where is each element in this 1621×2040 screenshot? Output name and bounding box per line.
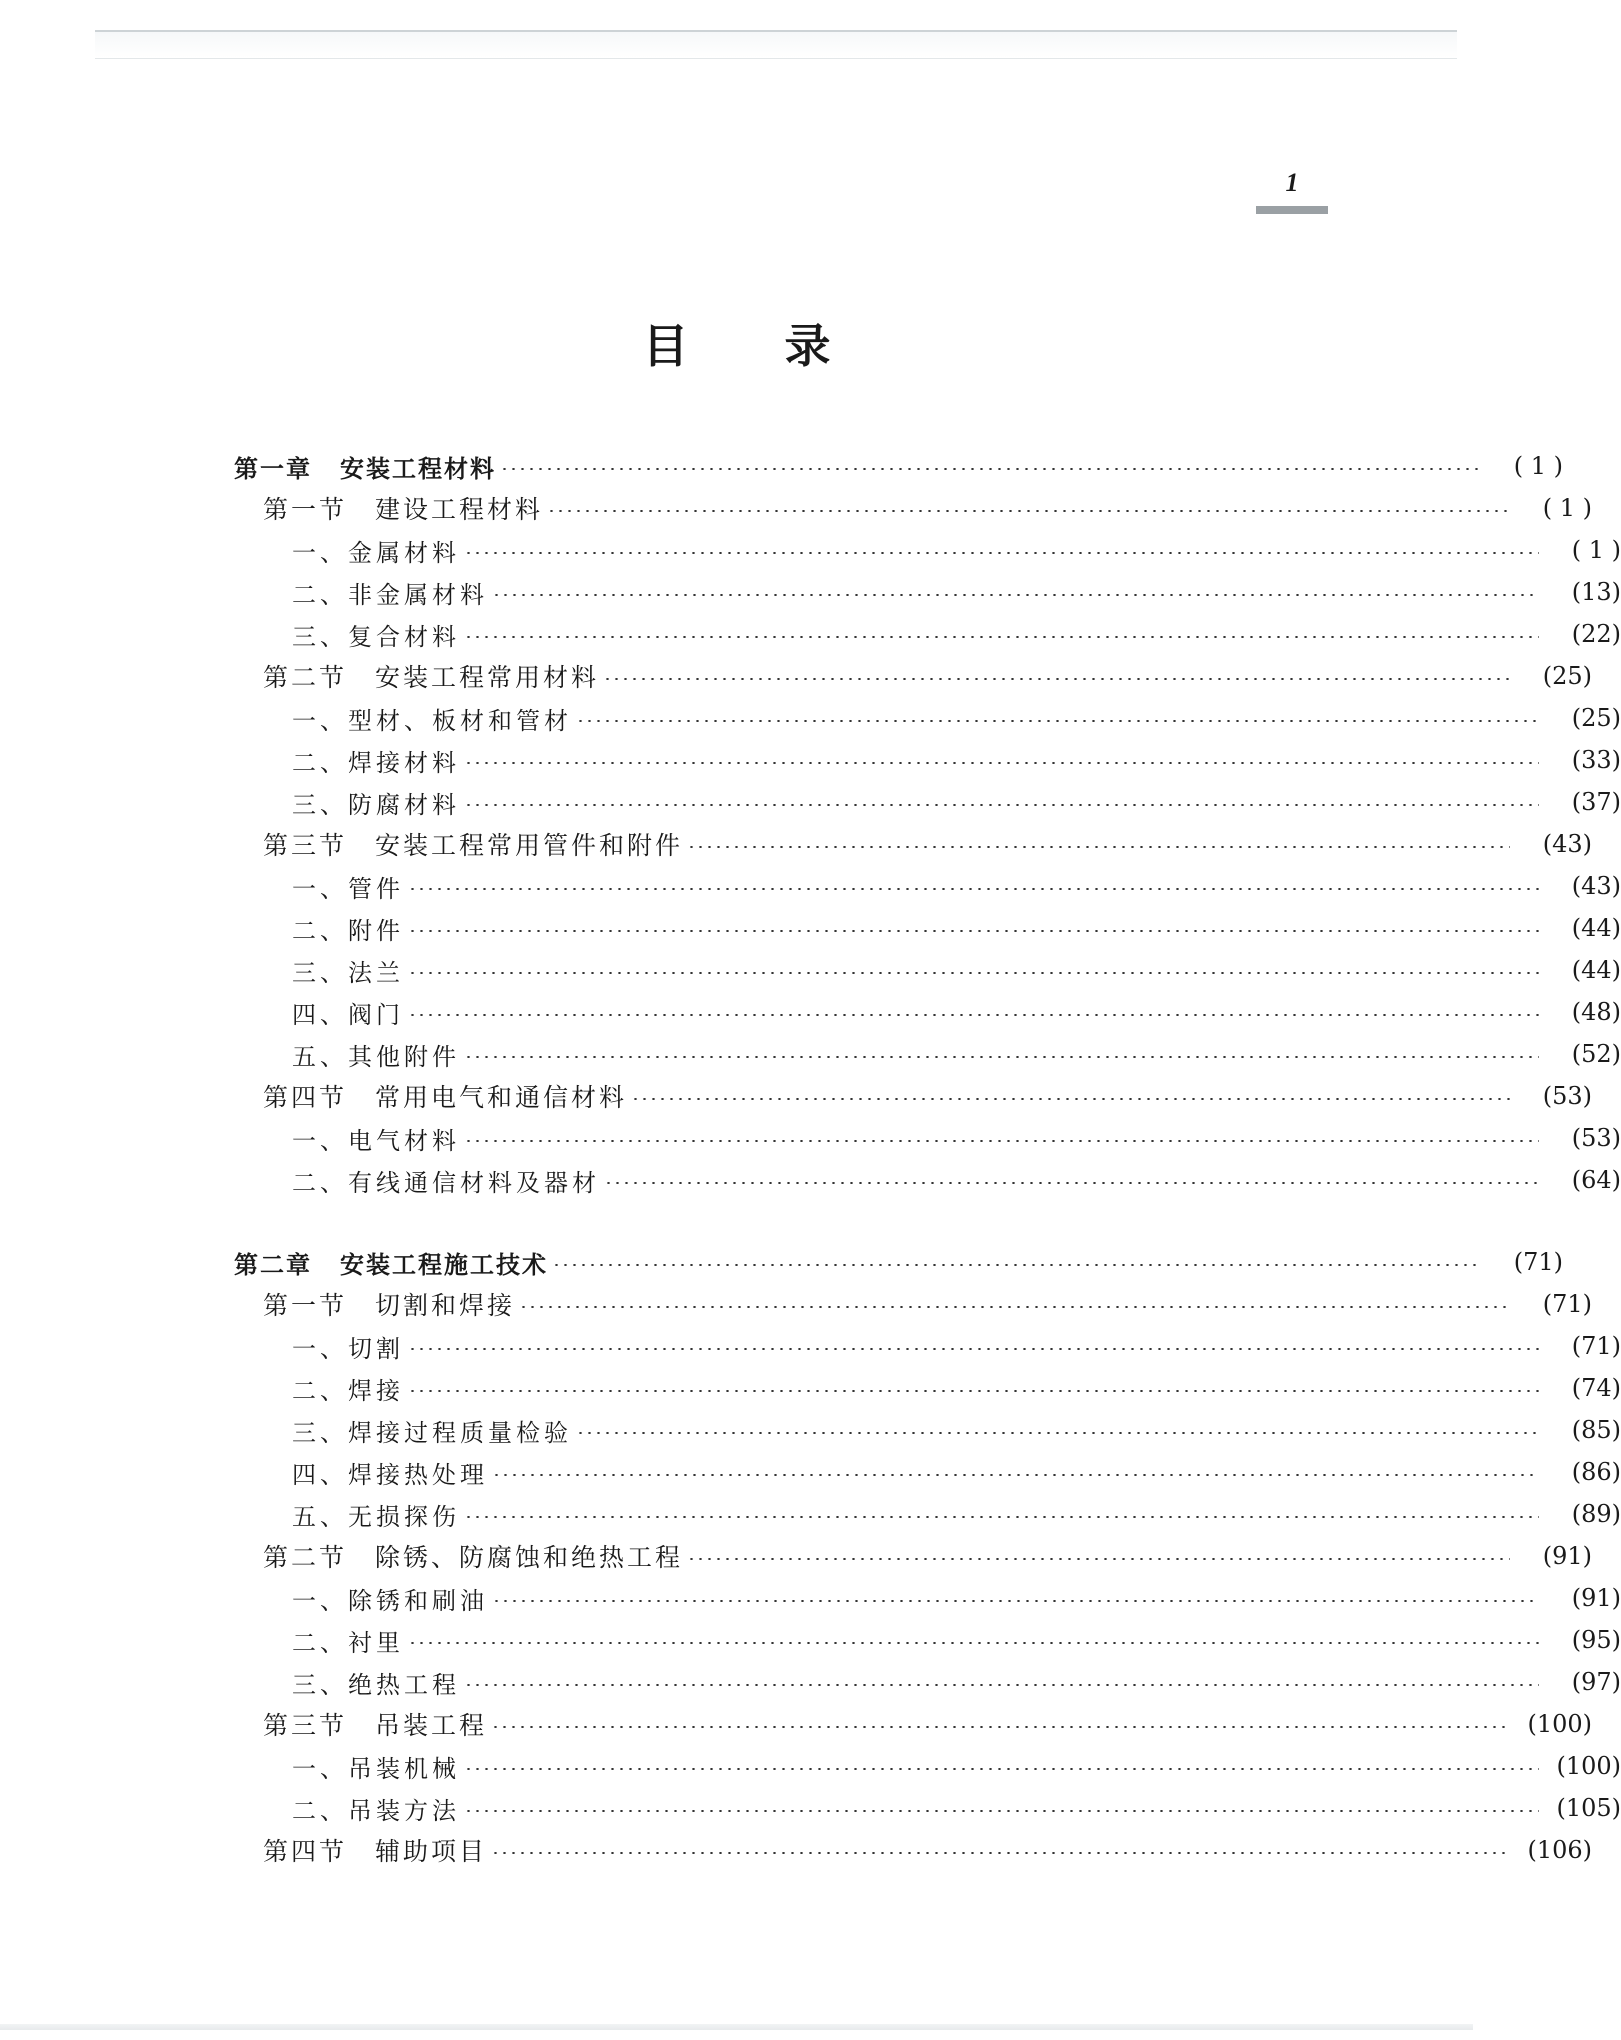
toc-page-number: (100) bbox=[1556, 1752, 1621, 1780]
toc-page-number: (53) bbox=[1571, 1124, 1621, 1152]
toc-entry-label bbox=[263, 490, 543, 526]
toc-entry-title: 安装工程施工技术 bbox=[340, 1250, 548, 1279]
toc-section-row[interactable] bbox=[0, 1536, 1592, 1576]
toc-item-row[interactable] bbox=[0, 1494, 1621, 1534]
toc-leader-dots bbox=[408, 1348, 1539, 1350]
toc-entry-label bbox=[292, 995, 404, 1030]
toc-page-number: (13) bbox=[1571, 578, 1621, 606]
toc-entry-label bbox=[292, 1371, 404, 1406]
toc-item-row[interactable] bbox=[0, 740, 1621, 780]
toc-page-number: (33) bbox=[1571, 746, 1621, 774]
toc-leader-dots bbox=[687, 846, 1510, 848]
toc-page-number: (91) bbox=[1571, 1584, 1621, 1612]
toc-entry-title: 三、法兰 bbox=[292, 958, 404, 987]
toc-section-row[interactable] bbox=[0, 1076, 1592, 1116]
toc-entry-label bbox=[292, 1623, 404, 1658]
toc-entry-title: 二、衬里 bbox=[292, 1628, 404, 1657]
toc-item-row[interactable] bbox=[0, 614, 1621, 654]
toc-leader-dots bbox=[492, 1600, 1539, 1602]
toc-entry-prefix: 第三节 bbox=[263, 831, 348, 860]
toc-item-row[interactable] bbox=[0, 908, 1621, 948]
toc-item-row[interactable] bbox=[0, 1368, 1621, 1408]
toc-leader-dots bbox=[687, 1558, 1510, 1560]
toc-entry-label bbox=[234, 1245, 548, 1280]
toc-leader-dots bbox=[464, 1684, 1539, 1686]
toc-leader-dots bbox=[603, 678, 1510, 680]
toc-entry-label bbox=[292, 869, 404, 904]
toc-leader-dots bbox=[576, 720, 1539, 722]
toc-item-row[interactable] bbox=[0, 1788, 1621, 1828]
toc-item-row[interactable] bbox=[0, 1746, 1621, 1786]
toc-section-row[interactable] bbox=[0, 488, 1592, 528]
toc-leader-dots bbox=[408, 1014, 1539, 1016]
toc-entry-label bbox=[292, 953, 404, 988]
toc-entry-title: 四、焊接热处理 bbox=[292, 1460, 488, 1489]
page-number: 1 bbox=[1285, 168, 1299, 197]
toc-page-number: (25) bbox=[1571, 704, 1621, 732]
toc-entry-label bbox=[292, 1791, 460, 1826]
toc-page-number: ( 1 ) bbox=[1542, 494, 1592, 522]
toc-leader-dots bbox=[464, 1140, 1539, 1142]
toc-leader-dots bbox=[631, 1098, 1510, 1100]
toc-entry-title: 五、其他附件 bbox=[292, 1042, 460, 1071]
toc-entry-title: 二、附件 bbox=[292, 916, 404, 945]
toc-entry-label bbox=[292, 1121, 460, 1156]
toc-entry-label bbox=[292, 1413, 572, 1448]
toc-page-number: (25) bbox=[1542, 662, 1592, 690]
toc-entry-title: 辅助项目 bbox=[375, 1837, 488, 1866]
toc-section-row[interactable] bbox=[0, 824, 1592, 864]
toc-entry-title: 四、阀门 bbox=[292, 1000, 404, 1029]
toc-entry-prefix: 第二节 bbox=[263, 663, 348, 692]
toc-item-row[interactable] bbox=[0, 950, 1621, 990]
toc-entry-label bbox=[292, 1665, 460, 1700]
toc-entry-label bbox=[234, 449, 496, 484]
toc-entry-label bbox=[292, 911, 404, 946]
toc-leader-dots bbox=[492, 594, 1539, 596]
toc-page-number: (44) bbox=[1571, 914, 1621, 942]
toc-section-row[interactable] bbox=[0, 656, 1592, 696]
toc-leader-dots bbox=[492, 1474, 1539, 1476]
toc-entry-label bbox=[263, 1286, 515, 1322]
toc-entry-prefix: 第四节 bbox=[263, 1083, 348, 1112]
toc-page-number: (95) bbox=[1571, 1626, 1621, 1654]
toc-chapter-row[interactable] bbox=[0, 446, 1563, 486]
toc-entry-title: 常用电气和通信材料 bbox=[375, 1083, 628, 1112]
toc-entry-title: 三、绝热工程 bbox=[292, 1670, 460, 1699]
toc-entry-title: 一、电气材料 bbox=[292, 1126, 460, 1155]
toc-item-row[interactable] bbox=[0, 1662, 1621, 1702]
toc-entry-label bbox=[263, 1538, 683, 1574]
toc-item-row[interactable] bbox=[0, 530, 1621, 570]
toc-page-number: (86) bbox=[1571, 1458, 1621, 1486]
toc-page-number: ( 1 ) bbox=[1571, 536, 1621, 564]
toc-page-number: (48) bbox=[1571, 998, 1621, 1026]
toc-leader-dots bbox=[464, 762, 1539, 764]
toc-leader-dots bbox=[408, 972, 1539, 974]
page-title: 目录 bbox=[642, 319, 927, 373]
toc-page-number: (37) bbox=[1571, 788, 1621, 816]
toc-item-row[interactable] bbox=[0, 698, 1621, 738]
toc-page-number: (43) bbox=[1571, 872, 1621, 900]
toc-entry-title: 二、有线通信材料及器材 bbox=[292, 1168, 600, 1197]
toc-page-number: (64) bbox=[1571, 1166, 1621, 1194]
toc-section-row[interactable] bbox=[0, 1830, 1592, 1870]
toc-item-row[interactable] bbox=[0, 1326, 1621, 1366]
toc-entry-title: 一、切割 bbox=[292, 1334, 404, 1363]
toc-page-number: (53) bbox=[1542, 1082, 1592, 1110]
toc-entry-label bbox=[292, 743, 460, 778]
toc-entry-prefix: 第二节 bbox=[263, 1543, 348, 1572]
toc-entry-label bbox=[292, 1497, 460, 1532]
toc-entry-label bbox=[292, 1455, 488, 1490]
toc-entry-title: 吊装工程 bbox=[375, 1711, 488, 1740]
toc-entry-title: 切割和焊接 bbox=[375, 1291, 516, 1320]
toc-page-number: (43) bbox=[1542, 830, 1592, 858]
toc-page-number: (52) bbox=[1571, 1040, 1621, 1068]
toc-entry-title: 安装工程材料 bbox=[340, 454, 496, 483]
toc-page-number: (97) bbox=[1571, 1668, 1621, 1696]
toc-leader-dots bbox=[464, 1768, 1539, 1770]
toc-item-row[interactable] bbox=[0, 866, 1621, 906]
toc-entry-title: 一、型材、板材和管材 bbox=[292, 706, 572, 735]
toc-entry-title: 三、防腐材料 bbox=[292, 790, 460, 819]
toc-page-number: (71) bbox=[1513, 1248, 1563, 1276]
toc-leader-dots bbox=[464, 552, 1539, 554]
toc-entry-label bbox=[263, 658, 599, 694]
toc-entry-prefix: 第一章 bbox=[234, 454, 312, 483]
toc-entry-label bbox=[263, 1078, 627, 1114]
toc-page-number: (71) bbox=[1571, 1332, 1621, 1360]
toc-entry-label bbox=[292, 701, 572, 736]
toc-entry-title: 安装工程常用管件和附件 bbox=[375, 831, 684, 860]
toc-leader-dots bbox=[408, 1642, 1539, 1644]
toc-entry-prefix: 第一节 bbox=[263, 1291, 348, 1320]
toc-page-number: (22) bbox=[1571, 620, 1621, 648]
toc-entry-label bbox=[292, 1163, 600, 1198]
toc-leader-dots bbox=[464, 1810, 1539, 1812]
toc-entry-label bbox=[292, 533, 460, 568]
toc-item-row[interactable] bbox=[0, 782, 1621, 822]
toc-page-number: (74) bbox=[1571, 1374, 1621, 1402]
toc-item-row[interactable] bbox=[0, 1410, 1621, 1450]
toc-entry-label bbox=[292, 1581, 488, 1616]
toc-entry-title: 二、非金属材料 bbox=[292, 580, 488, 609]
toc-entry-label bbox=[292, 617, 460, 652]
toc-entry-label bbox=[292, 575, 488, 610]
toc-section-row[interactable] bbox=[0, 1704, 1592, 1744]
toc-leader-dots bbox=[408, 888, 1539, 890]
toc-entry-label bbox=[263, 1832, 487, 1868]
toc-leader-dots bbox=[464, 804, 1539, 806]
toc-leader-dots bbox=[576, 1432, 1539, 1434]
toc-item-row[interactable] bbox=[0, 1034, 1621, 1074]
toc-entry-prefix: 第一节 bbox=[263, 495, 348, 524]
toc-entry-title: 三、复合材料 bbox=[292, 622, 460, 651]
toc-entry-prefix: 第三节 bbox=[263, 1711, 348, 1740]
toc-page-number: ( 1 ) bbox=[1513, 452, 1563, 480]
toc-leader-dots bbox=[547, 510, 1510, 512]
toc-entry-label bbox=[292, 1329, 404, 1364]
toc-entry-title: 一、管件 bbox=[292, 874, 404, 903]
toc-entry-title: 二、焊接 bbox=[292, 1376, 404, 1405]
toc-entry-label bbox=[292, 1037, 460, 1072]
toc-item-row[interactable] bbox=[0, 1160, 1621, 1200]
toc-leader-dots bbox=[408, 1390, 1539, 1392]
toc-item-row[interactable] bbox=[0, 1578, 1621, 1618]
toc-entry-title: 五、无损探伤 bbox=[292, 1502, 460, 1531]
toc-leader-dots bbox=[552, 1264, 1481, 1266]
toc-page-number: (89) bbox=[1571, 1500, 1621, 1528]
toc-leader-dots bbox=[408, 930, 1539, 932]
toc-leader-dots bbox=[464, 1516, 1539, 1518]
toc-entry-label bbox=[263, 826, 683, 862]
toc-item-row[interactable] bbox=[0, 1118, 1621, 1158]
toc-entry-label bbox=[292, 785, 460, 820]
toc-page-number: (71) bbox=[1542, 1290, 1592, 1318]
toc-page-number: (85) bbox=[1571, 1416, 1621, 1444]
toc-entry-title: 二、焊接材料 bbox=[292, 748, 460, 777]
toc-page-number: (100) bbox=[1527, 1710, 1592, 1738]
toc-page-number: (106) bbox=[1527, 1836, 1592, 1864]
toc-leader-dots bbox=[500, 468, 1481, 470]
toc-page-number: (44) bbox=[1571, 956, 1621, 984]
toc-entry-title: 建设工程材料 bbox=[375, 495, 544, 524]
toc-entry-title: 一、除锈和刷油 bbox=[292, 1586, 488, 1615]
toc-leader-dots bbox=[491, 1726, 1510, 1728]
toc-item-row[interactable] bbox=[0, 1620, 1621, 1660]
toc-entry-prefix: 第四节 bbox=[263, 1837, 348, 1866]
toc-item-row[interactable] bbox=[0, 992, 1621, 1032]
toc-entry-prefix: 第二章 bbox=[234, 1250, 312, 1279]
toc-leader-dots bbox=[604, 1182, 1539, 1184]
toc-entry-title: 三、焊接过程质量检验 bbox=[292, 1418, 572, 1447]
toc-leader-dots bbox=[464, 636, 1539, 638]
toc-entry-label bbox=[292, 1749, 460, 1784]
toc-leader-dots bbox=[519, 1306, 1510, 1308]
toc-page-number: (91) bbox=[1542, 1542, 1592, 1570]
scan-bottom-border bbox=[0, 2024, 1473, 2030]
toc-section-row[interactable] bbox=[0, 1284, 1592, 1324]
toc-item-row[interactable] bbox=[0, 572, 1621, 612]
toc-entry-title: 二、吊装方法 bbox=[292, 1796, 460, 1825]
toc-entry-title: 一、金属材料 bbox=[292, 538, 460, 567]
toc-entry-title: 除锈、防腐蚀和绝热工程 bbox=[375, 1543, 684, 1572]
toc-entry-title: 一、吊装机械 bbox=[292, 1754, 460, 1783]
toc-page-number: (105) bbox=[1556, 1794, 1621, 1822]
toc-chapter-row[interactable] bbox=[0, 1242, 1563, 1282]
toc-leader-dots bbox=[491, 1852, 1510, 1854]
toc-item-row[interactable] bbox=[0, 1452, 1621, 1492]
toc-entry-label bbox=[263, 1706, 487, 1742]
toc-entry-title: 安装工程常用材料 bbox=[375, 663, 600, 692]
toc-leader-dots bbox=[464, 1056, 1539, 1058]
